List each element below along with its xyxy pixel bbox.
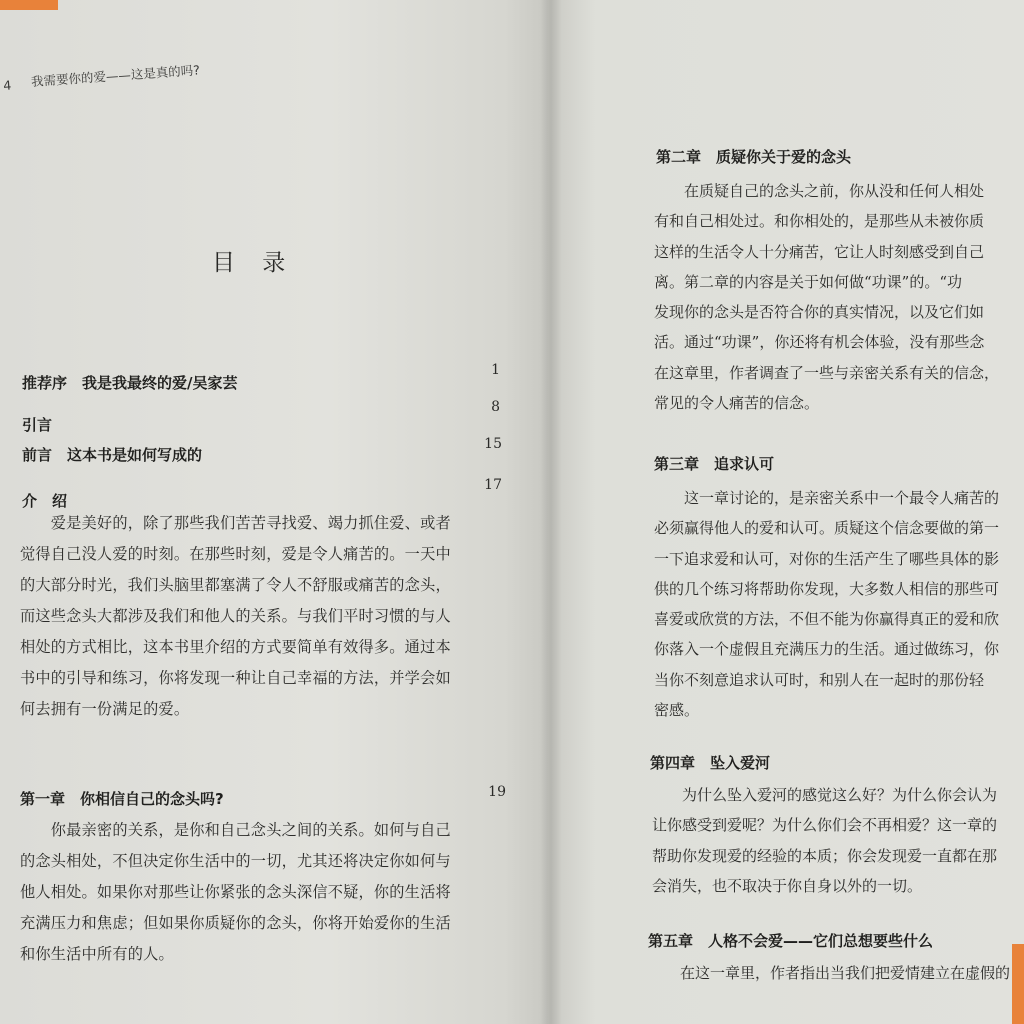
chapter-1-line: 和你生活中所有的人。 [20,945,174,963]
toc-entry-foreword: 前言 这本书是如何写成的 [22,446,203,464]
header-book-title: 我需要你的爱——这是真的吗? [30,62,201,90]
chapter-5-heading: 第五章 人格不会爱——它们总想要些什么 [648,932,934,950]
chapter-4-heading: 第四章 坠入爱河 [650,754,771,772]
chapter-4-line: 让你感受到爱呢？为什么你们会不再相爱？这一章的 [652,816,998,835]
chapter-3-line: 密感。 [654,701,700,720]
chapter-2-line: 发现你的念头是否符合你的真实情况，以及它们如 [654,303,985,322]
intro-line: 爱是美好的，除了那些我们苦苦寻找爱、竭力抓住爱、或者 [20,514,451,532]
toc-entry-introduction: 引言 [22,416,53,434]
toc-page-foreword: 15 [484,436,502,452]
chapter-4-line: 会消失，也不取决于你自身以外的一切。 [652,876,923,895]
toc-page-overview: 17 [484,477,502,493]
intro-line: 觉得自己没人爱的时刻。在那些时刻，爱是令人痛苦的。一天中 [20,545,451,563]
chapter-2-line: 活。通过“功课”，你还将有机会体验，没有那些念 [654,333,985,352]
chapter-4-line: 为什么坠入爱河的感觉这么好？为什么你会认为 [652,786,998,804]
intro-line: 书中的引导和练习，你将发现一种让自己幸福的方法，并学会如 [20,669,451,687]
chapter-2-line: 常见的令人痛苦的信念。 [654,394,820,413]
chapter-5-summary [650,958,1020,988]
intro-line: 而这些念头大都涉及我们和他人的关系。与我们平时习惯的与人 [20,607,451,625]
chapter-4-line: 帮助你发现爱的经验的本质；你会发现爱一直都在那 [652,846,998,865]
chapter-2-summary [654,176,1024,418]
chapter-3-line: 必须赢得他人的爱和认可。质疑这个信念要做的第一 [654,519,1000,538]
chapter-1-line: 的念头相处，不但决定你生活中的一切，尤其还将决定你如何与 [20,852,451,870]
chapter-5-line: 在这一章里，作者指出当我们把爱情建立在虚假的 [650,964,1011,982]
intro-line: 的大部分时光，我们头脑里都塞满了令人不舒服或痛苦的念头， [20,576,451,594]
intro-line: 何去拥有一份满足的爱。 [20,700,190,718]
toc-title: 目 录 [212,250,296,276]
chapter-2-line: 这样的生活令人十分痛苦，它让人时刻感受到自己 [654,242,985,261]
chapter-3-line: 供的几个练习将帮助你发现，大多数人相信的那些可 [654,579,1000,598]
toc-page-introduction: 8 [491,399,500,415]
chapter-3-line: 当你不刻意追求认可时，和别人在一起时的那份轻 [654,670,985,689]
intro-line: 相处的方式相比，这本书里介绍的方式要简单有效得多。通过本 [20,638,451,656]
toc-page-chapter-1: 19 [488,784,506,800]
chapter-2-line: 在这章里，作者调查了一些与亲密关系有关的信念， [654,363,1000,382]
chapter-3-heading: 第三章 追求认可 [654,455,775,473]
toc-entry-preface-recommend: 推荐序 我是我最终的爱/吴家芸 [22,374,238,392]
header-page-number: 4 [2,77,12,94]
chapter-2-line: 在质疑自己的念头之前，你从没和任何人相处 [654,182,985,200]
chapter-3-summary [654,483,1024,725]
chapter-2-line: 离。第二章的内容是关于如何做“功课”的。“功 [654,272,963,291]
toc-entry-overview: 介 绍 [22,492,68,510]
chapter-2-heading: 第二章 质疑你关于爱的念头 [656,148,852,166]
chapter-1-line: 你最亲密的关系，是你和自己念头之间的关系。如何与自己 [20,821,451,839]
chapter-3-line: 一下追求爱和认可，对你的生活产生了哪些具体的影 [654,549,1000,568]
chapter-1-line: 充满压力和焦虑；但如果你质疑你的念头，你将开始爱你的生活 [20,914,451,932]
toc-page-preface-recommend: 1 [491,362,500,378]
chapter-2-line: 有和自己相处过。和你相处的，是那些从未被你质 [654,212,985,231]
chapter-3-line: 你落入一个虚假且充满压力的生活。通过做练习，你 [654,640,1000,659]
chapter-1-line: 他人相处。如果你对那些让你紧张的念头深信不疑，你的生活将 [20,883,451,901]
toc-entry-chapter-1: 第一章 你相信自己的念头吗? [20,790,224,808]
chapter-3-line: 喜爱或欣赏的方法，不但不能为你赢得真正的爱和欣 [654,610,1000,629]
chapter-3-line: 这一章讨论的，是亲密关系中一个最令人痛苦的 [654,489,1000,507]
chapter-4-summary [652,780,1022,901]
